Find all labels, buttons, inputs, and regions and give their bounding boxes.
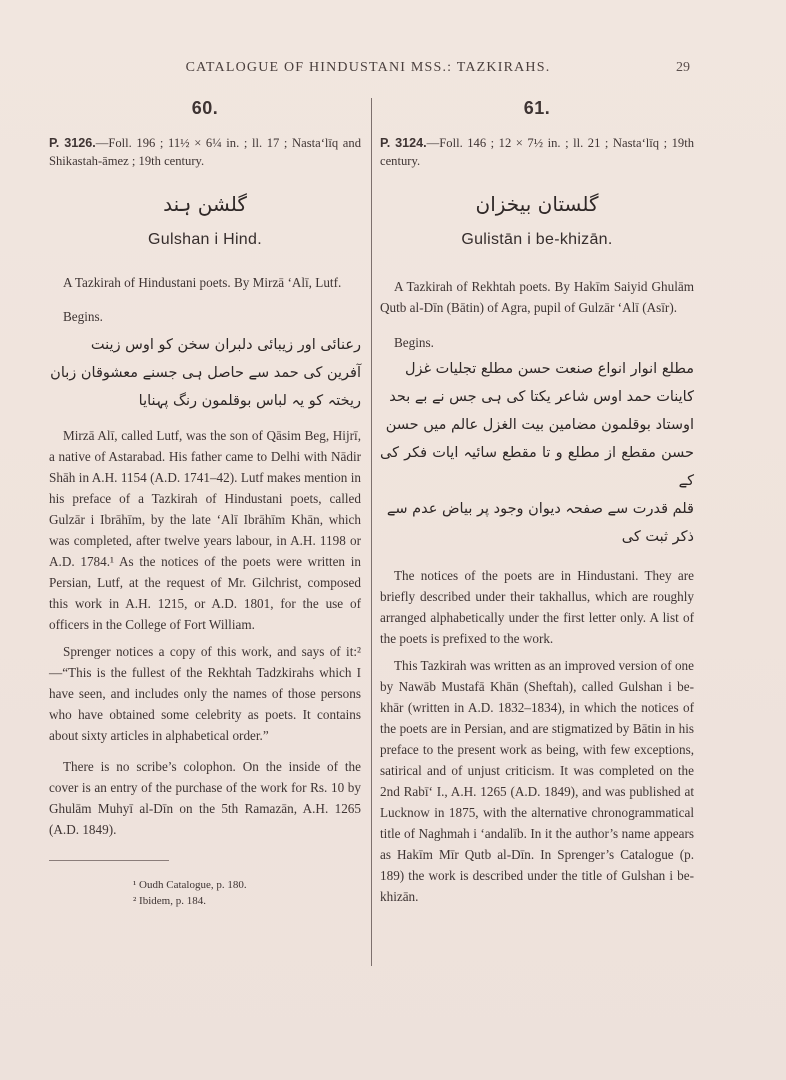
description-paragraph: This Tazkirah was written as an improved version of one by Nawāb Mustafā Khān (Sheftah), called Gulshan i be-khār (written in A.D. 1832–1834), in which the notices of the poets are in Persian, and are stigmatized by Bātin in his preface to the present work as being, with few exceptions, satirical and of unjust criticism. It was completed on the 2nd Rabī‘ I., A.H. 1265 (A.D. 1849), and was published at Lucknow in 1875, with the alternative chronogrammatical title of Naghmah i ‘andalīb. In it the author’s name appears as Hakīm Mīr Qutb al-Dīn. In Sprenger’s Catalogue (p. 189) the work is described under the title of Gulshan i be-khizān. xyxy=(380,658,694,904)
shelfmark: P. 3124. xyxy=(380,136,427,150)
urdu-incipit xyxy=(49,331,361,415)
urdu-title: گلستان بیخزان xyxy=(475,192,599,216)
footnote: ¹ Oudh Catalogue, p. 180. xyxy=(133,879,247,891)
entry-number: 60. xyxy=(191,98,219,118)
work-title: Gulshan i Hind. xyxy=(148,231,262,248)
begins-label: Begins. xyxy=(63,309,103,324)
description-paragraph: The notices of the poets are in Hindustani. They are briefly described under their takhallus, which are roughly arranged alphabetically under the first letter only. A list of the poets is prefixed to the work. xyxy=(380,568,694,646)
physical-description: —Foll. 146 ; 12 × 7½ in. ; ll. 21 ; Nasta‘līq ; 19th century. xyxy=(380,136,694,168)
entry-intro: A Tazkirah of Hindustani poets. By Mirzā ‘Alī, Lutf. xyxy=(63,275,342,290)
description-paragraph: Sprenger notices a copy of this work, and says of it:²—“This is the fullest of the Rekhtah Tadzkirahs which I have seen, and includes only the names of those persons who have obtained some celebrity as poets. It contains about sixty articles in alphabetical order.” xyxy=(49,644,361,743)
entry-metadata xyxy=(380,135,694,170)
entry-60 xyxy=(49,98,361,909)
urdu-line: ذکر ثبت کی xyxy=(621,529,694,545)
urdu-line: حسن مقطع از مطلع و تا مقطع سائیہ ایات فکر کی کے xyxy=(380,445,694,489)
shelfmark: P. 3126. xyxy=(49,136,96,150)
footnotes xyxy=(49,877,361,909)
entry-61 xyxy=(380,98,694,907)
urdu-line: آفرین کی حمد سے حاصل ہی جسنے معشوقان زبان xyxy=(50,365,361,381)
footnote-rule xyxy=(49,860,169,861)
urdu-line: اوستاد بوقلمون مضامین بیت الغزل عالم میں حسن xyxy=(385,417,694,433)
urdu-title: گلشن ہند xyxy=(163,192,247,216)
page-number: 29 xyxy=(676,60,690,75)
begins-label: Begins. xyxy=(394,335,434,350)
urdu-line: کاینات حمد اوس شاعر یکتا کی ہی جس نے بے بحد xyxy=(389,389,694,405)
urdu-line: مطلع انوار انواع صنعت حسن مطلع تجلیات غزل xyxy=(404,361,694,377)
description-paragraph: There is no scribe’s colophon. On the inside of the cover is an entry of the purchase of the work for Rs. 10 by Ghulām Muhyī al-Dīn on the 5th Ramazān, A.H. 1265 (A.D. 1849). xyxy=(49,759,361,837)
entry-number: 61. xyxy=(523,98,551,118)
entry-metadata xyxy=(49,135,361,170)
urdu-incipit xyxy=(380,355,694,551)
physical-description: —Foll. 196 ; 11½ × 6¼ in. ; ll. 17 ; Nasta‘līq and Shikastah-āmez ; 19th century. xyxy=(49,136,361,168)
urdu-line: رعنائی اور زیبائی دلبران سخن کو اوس زینت xyxy=(90,337,361,353)
column-divider xyxy=(371,98,372,966)
urdu-line: ریختہ کو یہ لباس بوقلمون رنگ پہنایا xyxy=(138,393,361,409)
running-title: CATALOGUE OF HINDUSTANI MSS.: TAZKIRAHS. xyxy=(185,60,551,75)
urdu-line: قلم قدرت سے صفحہ دیوان وجود پر بیاض عدم سے xyxy=(386,501,694,517)
entry-intro: A Tazkirah of Rekhtah poets. By Hakīm Saiyid Ghulām Qutb al-Dīn (Bātin) of Agra, pupil of Gulzār ‘Alī (Asīr). xyxy=(380,279,694,315)
work-title: Gulistān i be-khizān. xyxy=(461,231,613,248)
description-paragraph: Mirzā Alī, called Lutf, was the son of Qāsim Beg, Hijrī, a native of Astarabad. His father came to Delhi with Nādir Shāh in A.H. 1154 (A.D. 1741–42). Lutf makes mention in his preface of a Tazkirah of Hindustani poets, called Gulzār i Ibrāhīm, by the late ‘Alī Ibrāhīm Khān, which was completed, after twelve years labour, in A.H. 1198 or A.D. 1784.¹ As the notices of the poets were written in Persian, Lutf, at the request of Mr. Gilchrist, composed this work in A.H. 1215, or A.D. 1801, for the use of officers in the College of Fort William. xyxy=(49,428,361,632)
footnote: ² Ibidem, p. 184. xyxy=(133,895,206,907)
